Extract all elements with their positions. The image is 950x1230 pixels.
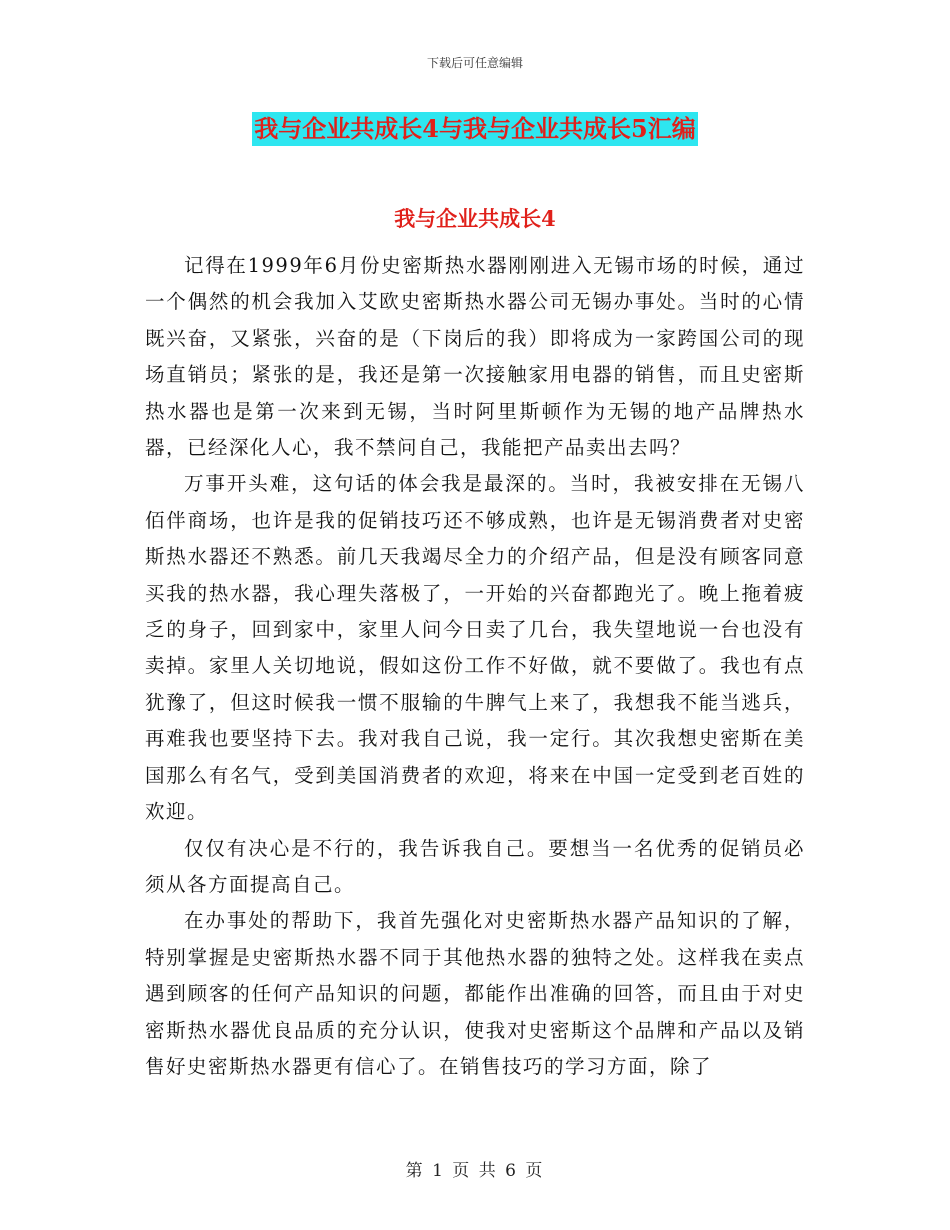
main-title: 我与企业共成长4与我与企业共成长5汇编: [252, 112, 697, 146]
paragraph: 记得在1999年6月份史密斯热水器刚刚进入无锡市场的时候，通过一个偶然的机会我加入艾欧史密斯热水器公司无锡办事处。当时的心情既兴奋，又紧张，兴奋的是（下岗后的我）即将成为一家跨国公司的现场直销员；紧张的是，我还是第一次接触家用电器的销售，而且史密斯热水器也是第一次来到无锡，当时阿里斯顿作为无锡的地产品牌热水器，已经深化人心，我不禁问自己，我能把产品卖出去吗？: [145, 254, 805, 460]
paragraph: 万事开头难，这句话的体会我是最深的。当时，我被安排在无锡八佰伴商场，也许是我的促销技巧还不够成熟，也许是无锡消费者对史密斯热水器还不熟悉。前几天我竭尽全力的介绍产品，但是没有顾客同意买我的热水器，我心理失落极了，一开始的兴奋都跑光了。晚上拖着疲乏的身子，回到家中，家里人问今日卖了几台，我失望地说一台也没有卖掉。家里人关切地说，假如这份工作不好做，就不要做了。我也有点犹豫了，但这时候我一惯不服输的牛脾气上来了，我想我不能当逃兵，再难我也要坚持下去。我对我自己说，我一定行。其次我想史密斯在美国那么有名气，受到美国消费者的欢迎，将来在中国一定受到老百姓的欢迎。: [145, 472, 805, 824]
section-title: 我与企业共成长4: [394, 206, 556, 231]
document-body: [145, 248, 805, 1085]
main-title-container: [0, 112, 950, 146]
page-number-footer: 第 1 页 共 6 页: [405, 1161, 545, 1181]
header-note: 下载后可任意编辑: [426, 56, 523, 70]
paragraph: 在办事处的帮助下，我首先强化对史密斯热水器产品知识的了解，特别掌握是史密斯热水器不同于其他热水器的独特之处。这样我在卖点遇到顾客的任何产品知识的问题，都能作出准确的回答，而且由于对史密斯热水器优良品质的充分认识，使我对史密斯这个品牌和产品以及销售好史密斯热水器更有信心了。在销售技巧的学习方面，除了: [145, 909, 805, 1078]
paragraph: 仅仅有决心是不行的，我告诉我自己。要想当一名优秀的促销员必须从各方面提高自己。: [145, 836, 805, 896]
